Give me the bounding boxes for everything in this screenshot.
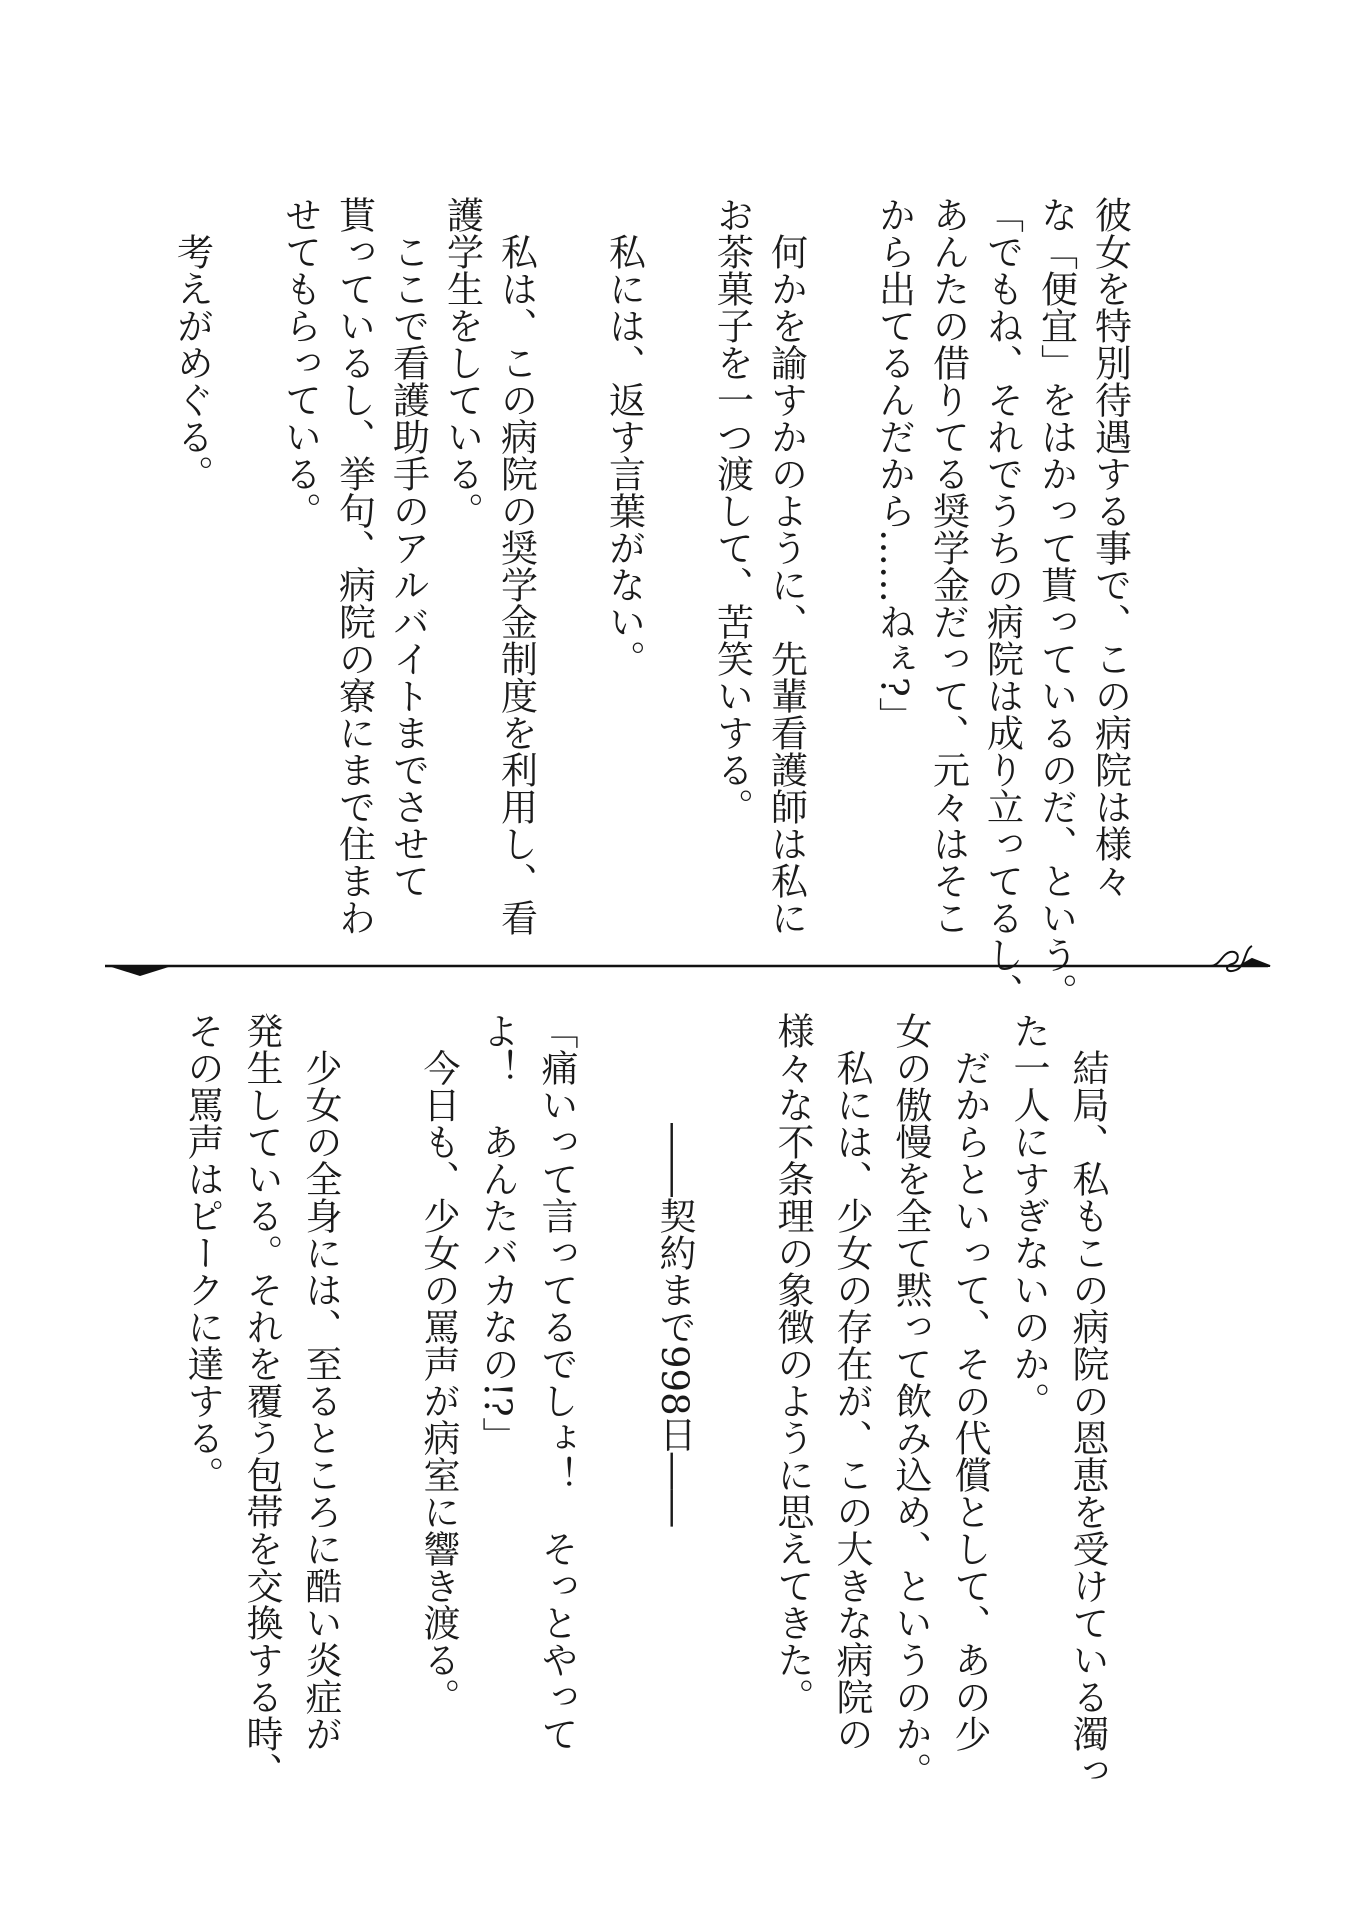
text-line: よ！ あんたバカなの!?」: [476, 1012, 519, 1454]
chapter-countdown: ――契約まで998日――: [653, 1012, 696, 1527]
blank-line: [651, 196, 705, 1010]
text-line: 「でもね、それでうちの病院は成り立ってるし、: [980, 196, 1024, 1010]
text-line: 様々な不条理の象徴のように思えてきた。: [771, 1012, 814, 1715]
bottom-text-section: [173, 1012, 1117, 1789]
text-line: 私は、この病院の奨学金制度を利用し、看: [494, 196, 538, 936]
text-line: せてもらっている。: [278, 196, 322, 529]
text-line: 彼女を特別待遇する事で、この病院は様々: [1088, 196, 1132, 899]
text-line: 私には、少女の存在が、この大きな病院の: [830, 1012, 873, 1752]
divider-left-ornament: [105, 965, 175, 976]
text-line: ここで看護助手のアルバイトまでさせて: [386, 196, 430, 899]
text-line: 貰っているし、挙句、病院の寮にまで住まわ: [332, 196, 376, 936]
blank-line: [586, 1012, 645, 1789]
text-line: だからといって、その代償として、あの少: [948, 1012, 991, 1752]
text-line: た一人にすぎないのか。: [1007, 1012, 1050, 1419]
text-line: 考えがめぐる。: [170, 196, 214, 492]
text-line: 何かを諭すかのように、先輩看護師は私に: [764, 196, 808, 936]
blank-line: [350, 1012, 409, 1789]
text-line: 私には、返す言葉がない。: [602, 196, 646, 677]
text-line: 「痛いって言ってるでしょ！ そっとやって: [535, 1012, 578, 1752]
text-line: 発生している。それを覆う包帯を交換する時、: [240, 1012, 283, 1789]
text-line: 女の傲慢を全て黙って飲み込め、というのか。: [889, 1012, 932, 1789]
text-line: な「便宜」をはかって貰っているのだ、という。: [1034, 196, 1078, 1010]
blank-line: [219, 196, 273, 1010]
text-line: 結局、私もこの病院の恩恵を受けている濁っ: [1066, 1012, 1109, 1789]
divider-right-flourish-icon: [1210, 946, 1270, 971]
ornamental-divider: [0, 940, 1350, 1000]
blank-line: [704, 1012, 763, 1789]
text-line: お茶菓子を一つ渡して、苦笑いする。: [710, 196, 754, 825]
blank-line: [813, 196, 867, 1010]
top-text-section: [165, 196, 1137, 1010]
text-line: 護学生をしている。: [440, 196, 484, 529]
text-line: 少女の全身には、至るところに酷い炎症が: [299, 1012, 342, 1752]
text-line: から出てるんだから……ねぇ?」: [872, 196, 916, 734]
text-line: あんたの借りてる奨学金だって、元々はそこ: [926, 196, 970, 936]
text-line: その罵声はピークに達する。: [181, 1012, 224, 1493]
blank-line: [543, 196, 597, 1010]
text-line: 今日も、少女の罵声が病室に響き渡る。: [417, 1012, 460, 1715]
